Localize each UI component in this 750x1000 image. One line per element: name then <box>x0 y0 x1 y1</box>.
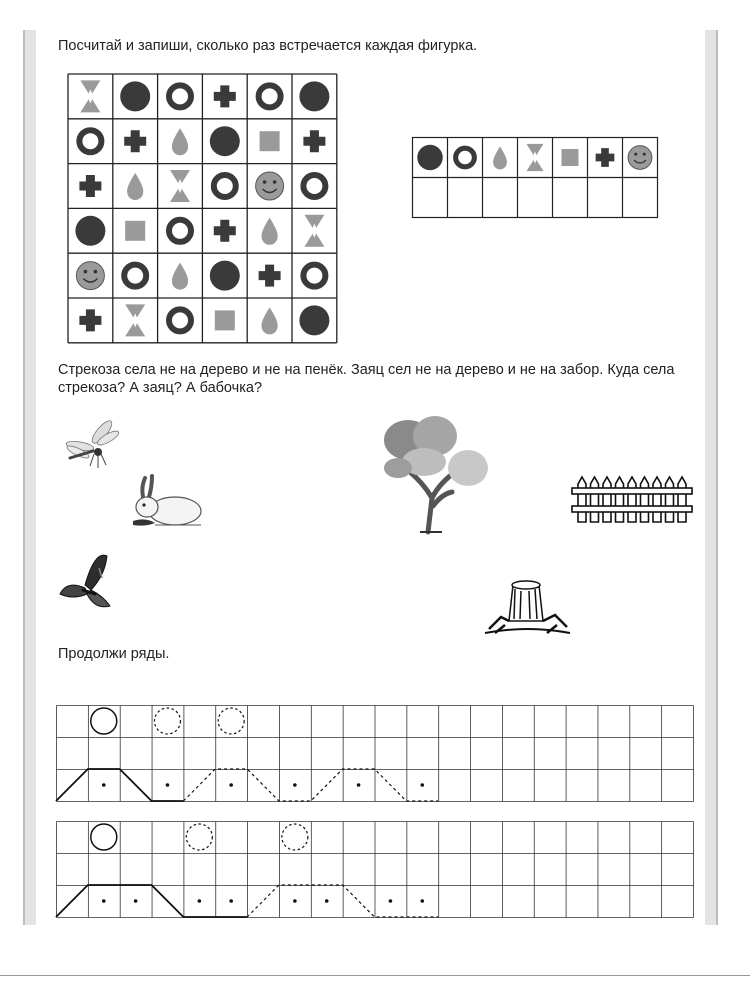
stump-icon[interactable] <box>485 575 570 635</box>
rabbit-icon[interactable] <box>125 473 205 531</box>
drop-icon <box>172 263 188 290</box>
fence-icon[interactable] <box>572 474 694 526</box>
circle-icon <box>210 126 240 156</box>
hourglass-icon <box>304 215 324 247</box>
cross-icon <box>79 309 101 331</box>
ring-icon <box>169 309 191 331</box>
circle-icon <box>417 145 443 171</box>
ring-icon <box>169 220 191 242</box>
shapes-grid <box>67 73 337 343</box>
square-icon <box>562 149 579 166</box>
ring-icon <box>303 265 325 287</box>
ring-icon <box>259 85 281 107</box>
butterfly-icon[interactable] <box>55 550 120 615</box>
circle-icon <box>299 81 329 111</box>
ring-icon <box>303 175 325 197</box>
square-icon <box>125 221 145 241</box>
page-bottom-line <box>0 975 750 976</box>
cross-icon <box>214 85 236 107</box>
left-margin-bar <box>23 30 36 925</box>
task2-instruction: Стрекоза села не на дерево и не на пенёк. Заяц сел не на дерево и не на забор. Куда села стрекоза? А заяц? А бабочка? <box>58 362 675 396</box>
cross-icon <box>214 220 236 242</box>
ring-icon <box>214 175 236 197</box>
ring-icon <box>79 130 101 152</box>
drop-icon <box>262 218 278 245</box>
dragonfly-icon[interactable] <box>60 418 120 473</box>
cross-icon <box>259 265 281 287</box>
circle-icon <box>75 216 105 246</box>
ring-icon <box>456 148 475 167</box>
drop-icon <box>262 307 278 334</box>
ring-icon <box>169 85 191 107</box>
circle-icon <box>299 305 329 335</box>
square-icon <box>215 310 235 330</box>
hourglass-icon <box>170 170 190 202</box>
cross-icon <box>79 175 101 197</box>
task3-instruction: Продолжи ряды. <box>58 646 170 662</box>
drop-icon <box>493 146 507 169</box>
ring-icon <box>124 265 146 287</box>
tree-icon[interactable] <box>380 410 495 535</box>
drop-icon <box>127 173 143 200</box>
pattern-row-1[interactable] <box>56 705 693 801</box>
cross-icon <box>124 130 146 152</box>
circle-icon <box>210 261 240 291</box>
circle-icon <box>120 81 150 111</box>
right-margin-bar <box>705 30 718 925</box>
hourglass-icon <box>527 144 544 171</box>
task1-instruction: Посчитай и запиши, сколько раз встречается каждая фигурка. <box>58 38 478 54</box>
smiley-icon <box>76 262 104 290</box>
hourglass-icon <box>125 304 145 336</box>
cross-icon <box>596 148 615 167</box>
smiley-icon <box>628 146 652 170</box>
answer-table[interactable] <box>412 137 660 219</box>
smiley-icon <box>256 172 284 200</box>
drop-icon <box>172 128 188 155</box>
pattern-row-2[interactable] <box>56 821 693 917</box>
cross-icon <box>303 130 325 152</box>
square-icon <box>260 131 280 151</box>
hourglass-icon <box>80 80 100 112</box>
